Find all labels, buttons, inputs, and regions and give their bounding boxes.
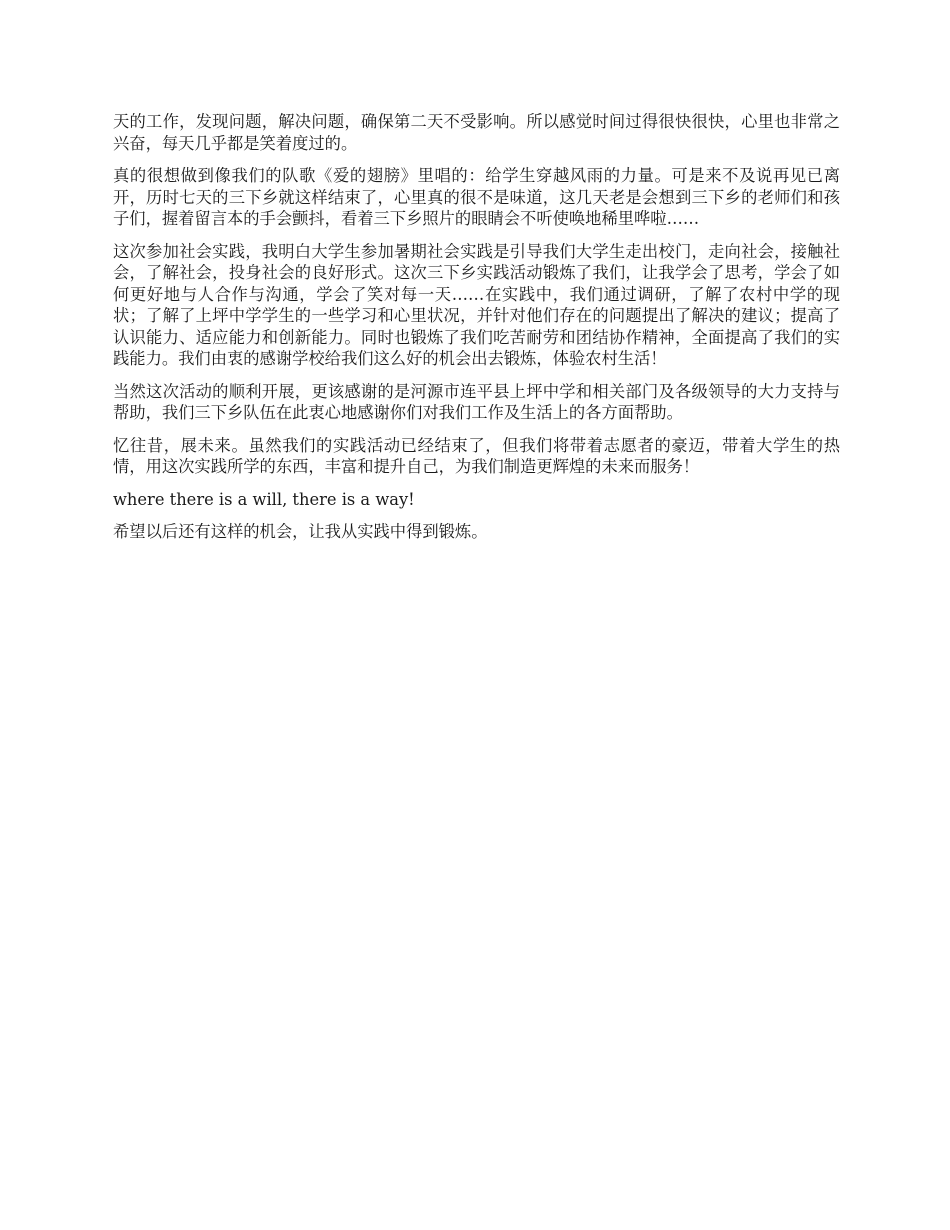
- paragraph: 天的工作，发现问题，解决问题，确保第二天不受影响。所以感觉时间过得很快很快，心里也非常之兴奋，每天几乎都是笑着度过的。: [113, 112, 840, 153]
- paragraph: 忆往昔，展未来。虽然我们的实践活动已经结束了，但我们将带着志愿者的豪迈，带着大学生的热情，用这次实践所学的东西，丰富和提升自己，为我们制造更辉煌的未来而服务！: [113, 435, 840, 476]
- paragraph: 这次参加社会实践，我明白大学生参加暑期社会实践是引导我们大学生走出校门，走向社会，接触社会，了解社会，投身社会的良好形式。这次三下乡实践活动锻炼了我们，让我学会了思考，学会了如何更好地与人合作与沟通，学会了笑对每一天……在实践中，我们通过调研，了解了农村中学的现状；了解了上坪中学学生的一些学习和心里状况，并针对他们存在的问题提出了解决的建议；提高了认识能力、适应能力和创新能力。同时也锻炼了我们吃苦耐劳和团结协作精神，全面提高了我们的实践能力。我们由衷的感谢学校给我们这么好的机会出去锻炼，体验农村生活！: [113, 241, 840, 368]
- document-body: [113, 111, 840, 554]
- paragraph: where there is a will, there is a way!: [113, 489, 415, 509]
- paragraph: 真的很想做到像我们的队歌《爱的翅膀》里唱的：给学生穿越风雨的力量。可是来不及说再见已离开，历时七天的三下乡就这样结束了，心里真的很不是味道，这几天老是会想到三下乡的老师们和孩子们，握着留言本的手会颤抖，看着三下乡照片的眼睛会不听使唤地稀里哗啦……: [113, 166, 840, 228]
- paragraph: 当然这次活动的顺利开展，更该感谢的是河源市连平县上坪中学和相关部门及各级领导的大力支持与帮助，我们三下乡队伍在此衷心地感谢你们对我们工作及生活上的各方面帮助。: [113, 381, 840, 422]
- paragraph: 希望以后还有这样的机会，让我从实践中得到锻炼。: [113, 522, 488, 541]
